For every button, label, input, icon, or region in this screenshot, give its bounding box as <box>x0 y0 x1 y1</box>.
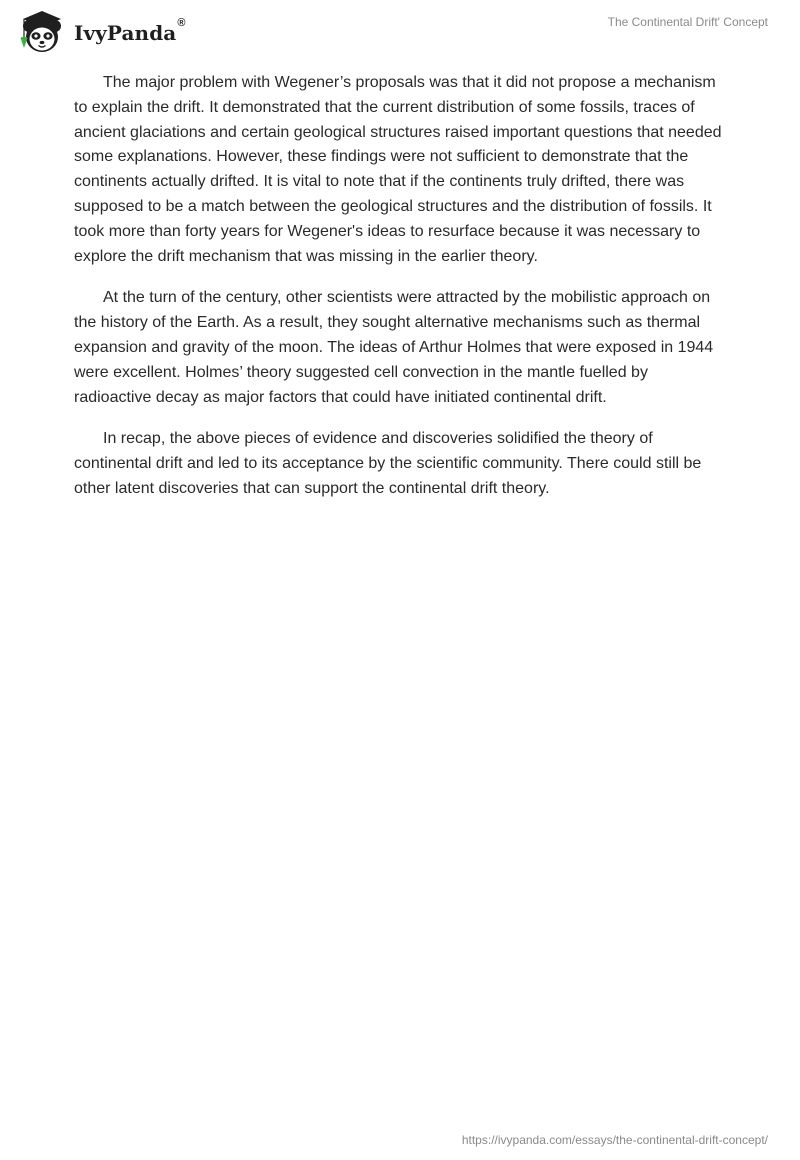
registered-mark: ® <box>177 17 186 29</box>
paragraph: At the turn of the century, other scientists were attracted by the mobilistic approach on the history of the Earth. As a result, they sought alternative mechanisms such as thermal expansion and gravity of the moon. The ideas of Arthur Holmes that were exposed in 1944 were excellent. Holmes’ theory suggested cell convection in the mantle fuelled by radioactive decay as major factors that could have initiated continental drift. <box>74 289 714 406</box>
source-url-link[interactable]: https://ivypanda.com/essays/the-continental-drift-concept/ <box>461 1133 768 1147</box>
essay-body <box>74 71 728 519</box>
paragraph: The major problem with Wegener’s proposals was that it did not propose a mechanism to explain the drift. It demonstrated that the current distribution of some fossils, traces of ancient glaciations and certain geological structures raised important questions that needed some explanations. However, these findings were not sufficient to demonstrate that the continents actually drifted. It is vital to note that if the continents truly drifted, there was supposed to be a match between the geological structures and the distribution of fossils. It took more than forty years for Wegener's ideas to resurface because it was necessary to explore the drift mechanism that was missing in the earlier theory. <box>74 74 722 265</box>
brand-name: IvyPanda® <box>74 17 186 45</box>
paragraph: In recap, the above pieces of evidence and discoveries solidified the theory of continental drift and led to its acceptance by the scientific community. There could still be other latent discoveries that can support the continental drift theory. <box>74 430 702 497</box>
brand-logo[interactable] <box>14 7 186 57</box>
document-title: The Continental Drift' Concept <box>607 15 768 29</box>
page-header <box>0 0 800 60</box>
panda-graduation-cap-icon <box>14 8 70 56</box>
